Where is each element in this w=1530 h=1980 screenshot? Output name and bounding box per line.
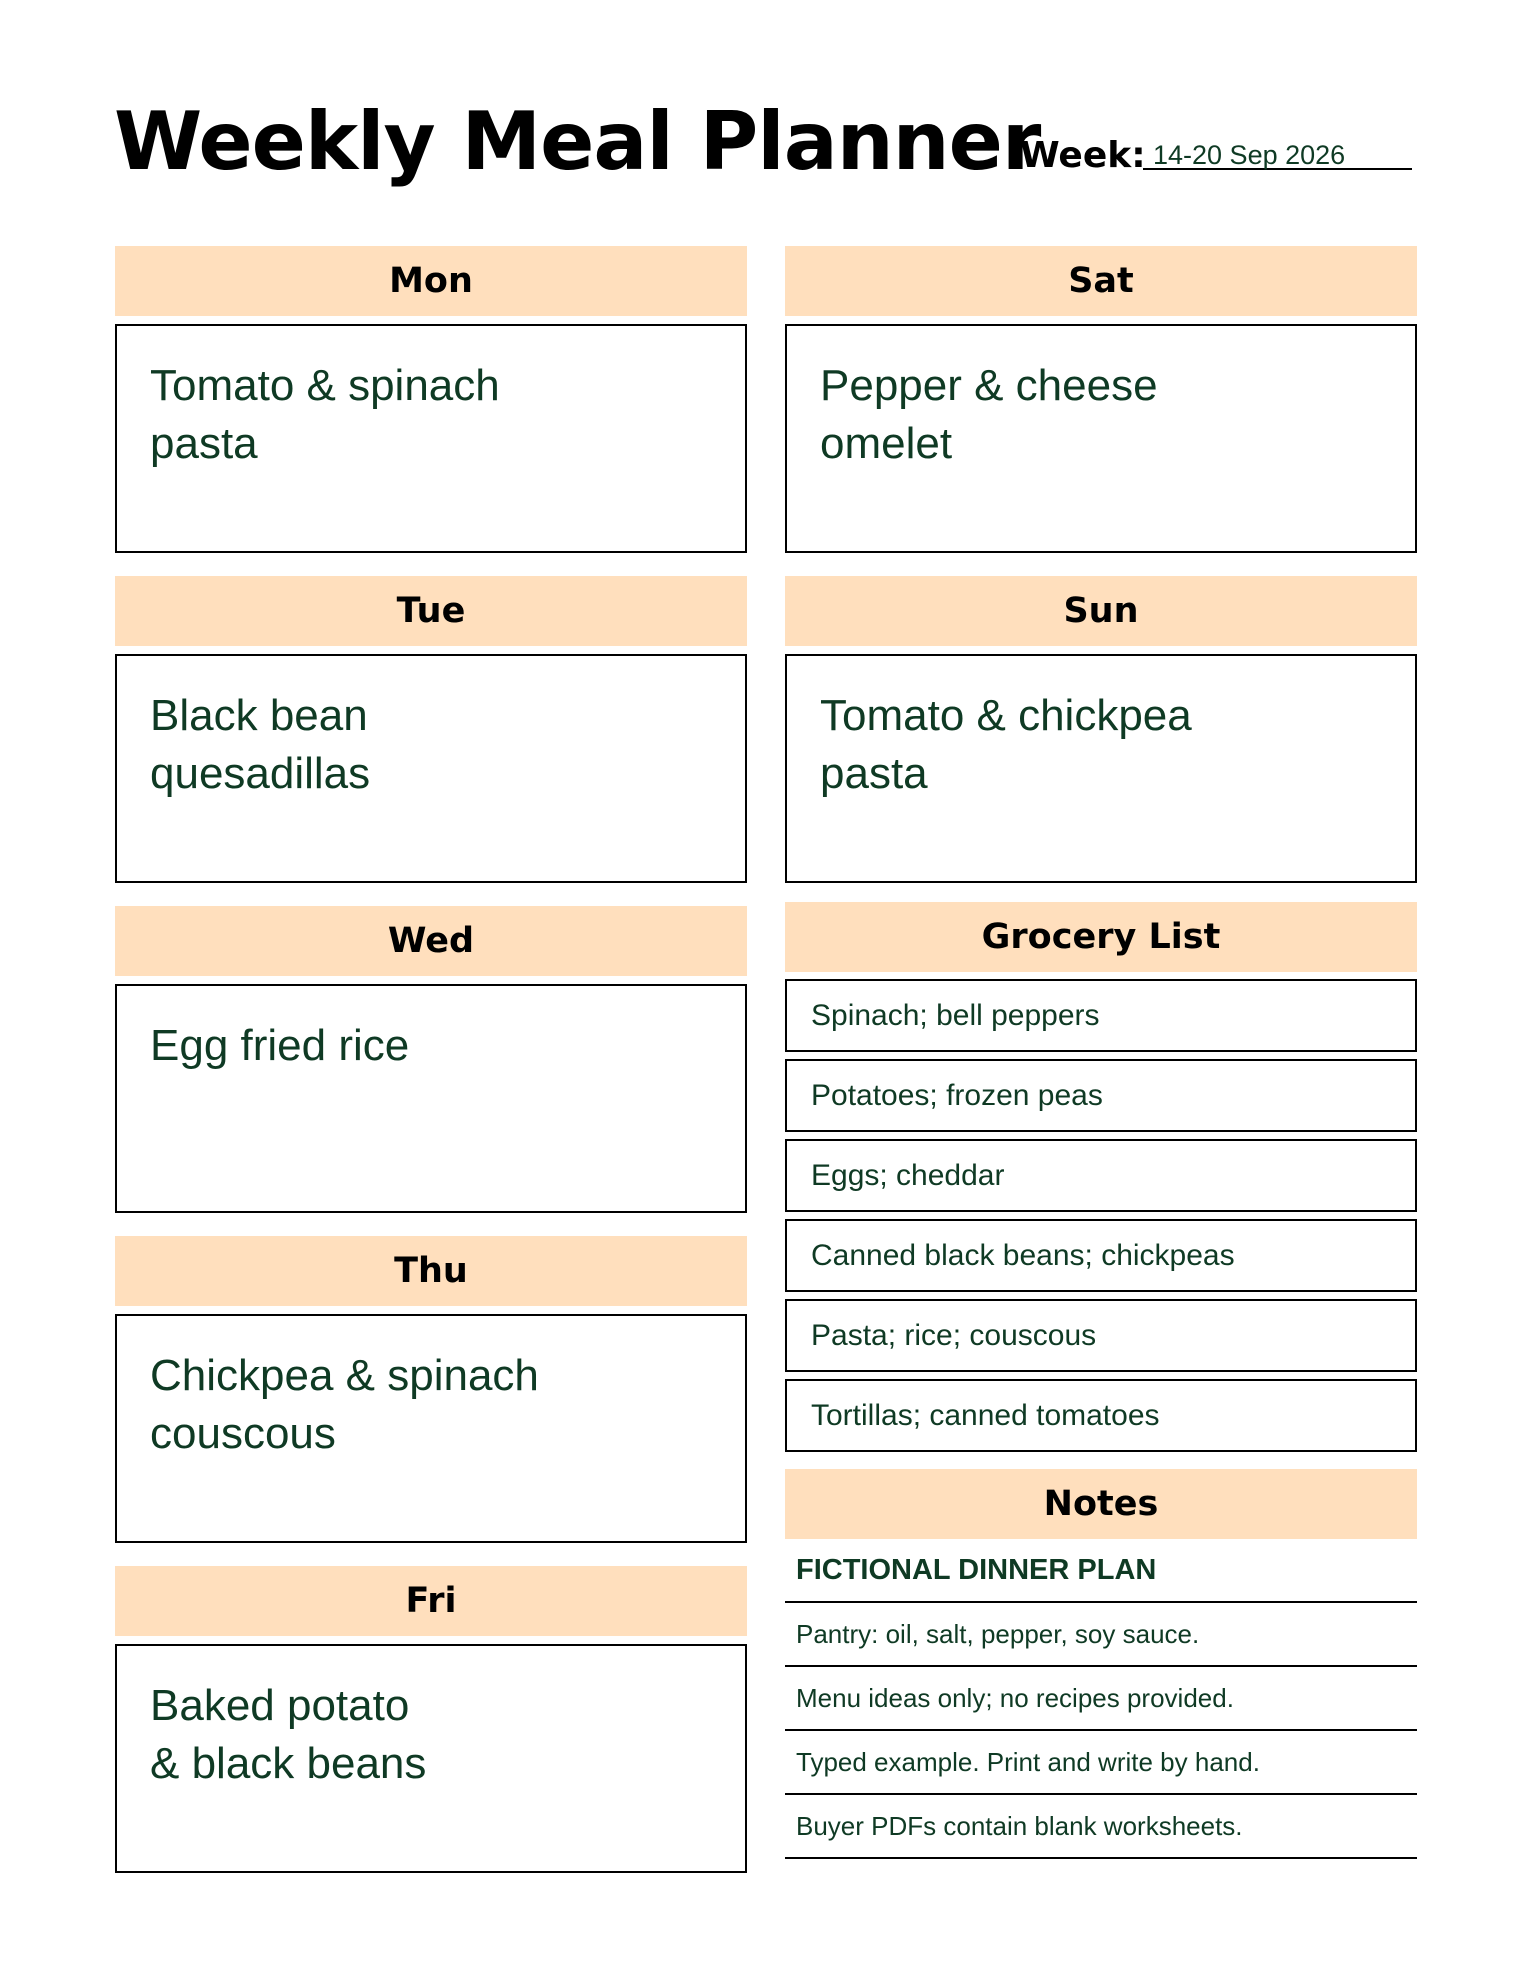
notes-header: Notes: [785, 1469, 1417, 1539]
left-column: [115, 246, 747, 1896]
day-header-mon: Mon: [115, 246, 747, 316]
meal-text-line: Chickpea & spinach: [150, 1351, 539, 1400]
meal-text-line: pasta: [820, 749, 928, 798]
day-header-thu: Thu: [115, 1236, 747, 1306]
week-label: Week:: [1020, 135, 1146, 176]
day-header-tue: Tue: [115, 576, 747, 646]
meal-box-mon[interactable]: [115, 324, 747, 553]
grocery-list-header: Grocery List: [785, 902, 1417, 972]
grocery-item[interactable]: Tortillas; canned tomatoes: [785, 1379, 1417, 1452]
day-block-wed: [115, 906, 747, 1213]
week-field: [1020, 134, 1412, 174]
meal-text-line: omelet: [820, 419, 953, 468]
day-block-sat: [785, 246, 1417, 553]
grocery-item[interactable]: Spinach; bell peppers: [785, 979, 1417, 1052]
meal-text-line: Tomato & spinach: [150, 361, 500, 410]
notes-heading: FICTIONAL DINNER PLAN: [785, 1539, 1417, 1603]
meal-box-fri[interactable]: [115, 1644, 747, 1873]
note-line[interactable]: Pantry: oil, salt, pepper, soy sauce.: [785, 1603, 1417, 1667]
meal-text-line: Baked potato: [150, 1681, 410, 1730]
week-value: 14-20 Sep 2026: [1143, 142, 1412, 170]
day-block-fri: [115, 1566, 747, 1873]
meal-box-thu[interactable]: [115, 1314, 747, 1543]
day-block-tue: [115, 576, 747, 883]
grocery-item[interactable]: Canned black beans; chickpeas: [785, 1219, 1417, 1292]
day-header-sat: Sat: [785, 246, 1417, 316]
day-block-thu: [115, 1236, 747, 1543]
meal-text-line: pasta: [150, 419, 258, 468]
note-line[interactable]: Menu ideas only; no recipes provided.: [785, 1667, 1417, 1731]
meal-text-line: Black bean: [150, 691, 368, 740]
meal-text-line: Pepper & cheese: [820, 361, 1158, 410]
meal-box-sat[interactable]: [785, 324, 1417, 553]
meal-box-wed[interactable]: [115, 984, 747, 1213]
page-title: Weekly Meal Planner: [114, 95, 1041, 188]
meal-text-line: Egg fried rice: [150, 1021, 410, 1070]
right-column: [785, 246, 1417, 1859]
grocery-item[interactable]: Potatoes; frozen peas: [785, 1059, 1417, 1132]
meal-text-line: Tomato & chickpea: [820, 691, 1192, 740]
notes-section: [785, 1469, 1417, 1859]
grocery-item[interactable]: Pasta; rice; couscous: [785, 1299, 1417, 1372]
day-header-wed: Wed: [115, 906, 747, 976]
meal-text-line: quesadillas: [150, 749, 371, 798]
meal-text-line: couscous: [150, 1409, 336, 1458]
day-block-mon: [115, 246, 747, 553]
note-line[interactable]: Buyer PDFs contain blank worksheets.: [785, 1795, 1417, 1859]
meal-text-line: & black beans: [150, 1739, 427, 1788]
grocery-list: [785, 902, 1417, 1452]
note-line[interactable]: Typed example. Print and write by hand.: [785, 1731, 1417, 1795]
meal-box-tue[interactable]: [115, 654, 747, 883]
day-block-sun: [785, 576, 1417, 883]
grocery-item[interactable]: Eggs; cheddar: [785, 1139, 1417, 1212]
day-header-fri: Fri: [115, 1566, 747, 1636]
day-header-sun: Sun: [785, 576, 1417, 646]
meal-box-sun[interactable]: [785, 654, 1417, 883]
